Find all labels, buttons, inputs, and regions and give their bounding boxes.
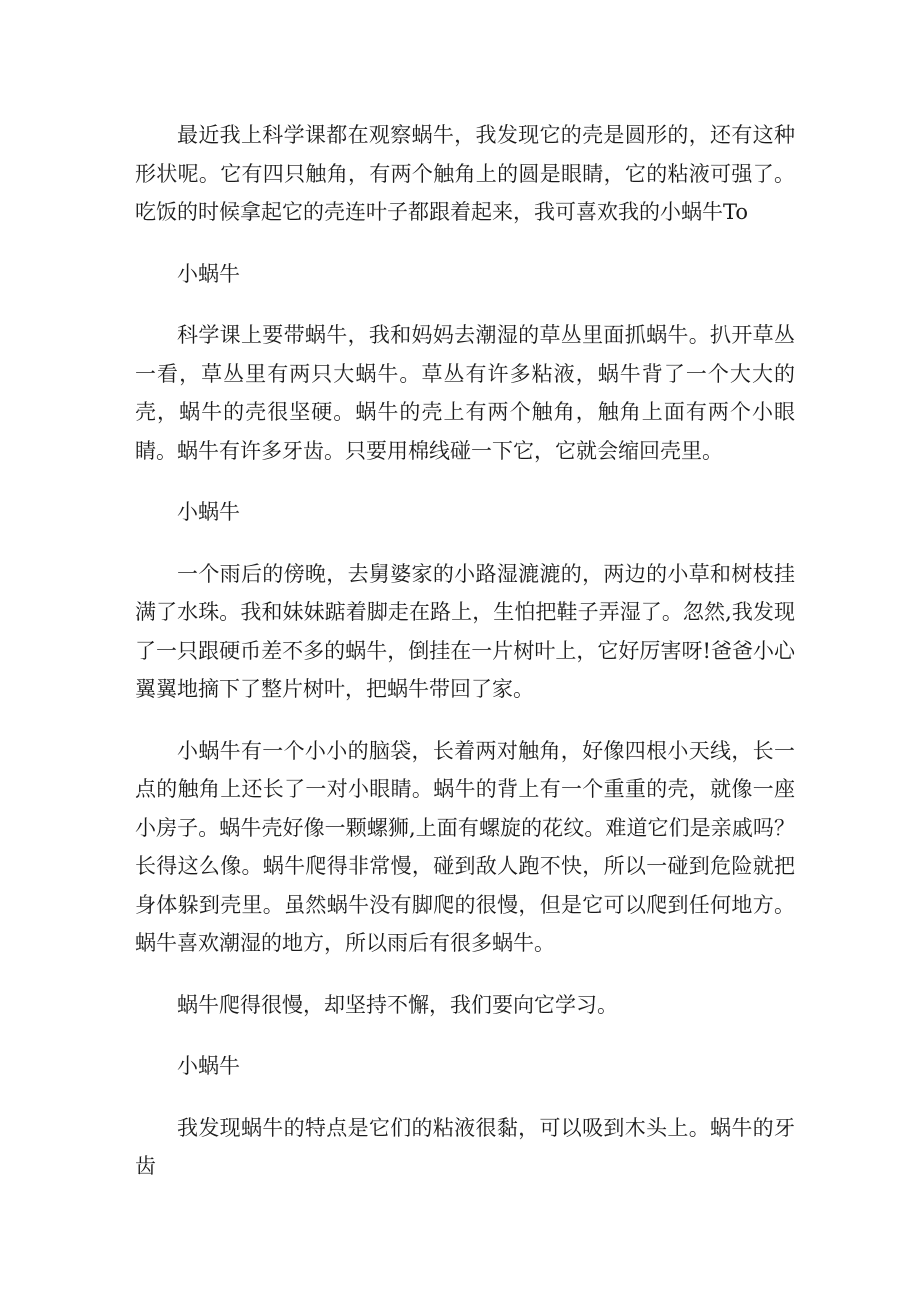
- paragraph-gap: [135, 709, 795, 732]
- paragraph-gap: [135, 1024, 795, 1047]
- paragraph-rainy-evening: 一个雨后的傍晚，去舅婆家的小路湿漉漉的，两边的小草和树枝挂满了水珠。我和妹妹踮着脚走在路上，生怕把鞋子弄湿了。忽然,我发现了一只跟硬币差不多的蜗牛，倒挂在一片树叶上，它好厉害呀!爸爸小心翼翼地摘下了整片树叶，把蜗牛带回了家。: [135, 561, 795, 701]
- paragraph-gap: [135, 293, 795, 316]
- paragraph-snail-description: 小蜗牛有一个小小的脑袋，长着两对触角，好像四根小天线，长一点的触角上还长了一对小眼睛。蜗牛的背上有一个重重的壳，就像一座小房子。蜗牛壳好像一颗螺狮,上面有螺旋的花纹。难道它们是亲戚吗？长得这么像。蜗牛爬得非常慢，碰到敌人跑不快，所以一碰到危险就把身体躲到壳里。虽然蜗牛没有脚爬的很慢，但是它可以爬到任何地方。蜗牛喜欢潮湿的地方，所以雨后有很多蜗牛。: [135, 738, 795, 955]
- paragraph-perseverance: 蜗牛爬得很慢，却坚持不懈，我们要向它学习。: [177, 992, 618, 1017]
- section-heading: 小蜗牛: [177, 1054, 240, 1078]
- paragraph-gap: [135, 532, 795, 555]
- paragraph-gap: [135, 232, 795, 255]
- paragraph-observing-snail: 最近我上科学课都在观察蜗牛，我发现它的壳是圆形的，还有这种形状呢。它有四只触角，有两个触角上的圆是眼睛，它的粘液可强了。吃饭的时候拿起它的壳连叶子都跟着起来，我可喜欢我的小蜗牛To: [135, 123, 795, 224]
- section-heading: 小蜗牛: [177, 261, 240, 286]
- document-body: [135, 116, 795, 1186]
- section-heading: 小蜗牛: [177, 500, 240, 524]
- paragraph-gap: [135, 1086, 795, 1109]
- paragraph-catching-snails: 科学课上要带蜗牛，我和妈妈去潮湿的草丛里面抓蜗牛。扒开草丛一看，草丛里有两只大蜗牛。草丛有许多粘液，蜗牛背了一个大大的壳，蜗牛的壳很坚硬。蜗牛的壳上有两个触角，触角上面有两个小眼睛。蜗牛有许多牙齿。只要用棉线碰一下它，它就会缩回壳里。: [135, 323, 795, 463]
- paragraph-gap: [135, 963, 795, 986]
- paragraph-snail-mucus: 我发现蜗牛的特点是它们的粘液很黏，可以吸到木头上。蜗牛的牙齿: [135, 1115, 795, 1178]
- paragraph-gap: [135, 470, 795, 493]
